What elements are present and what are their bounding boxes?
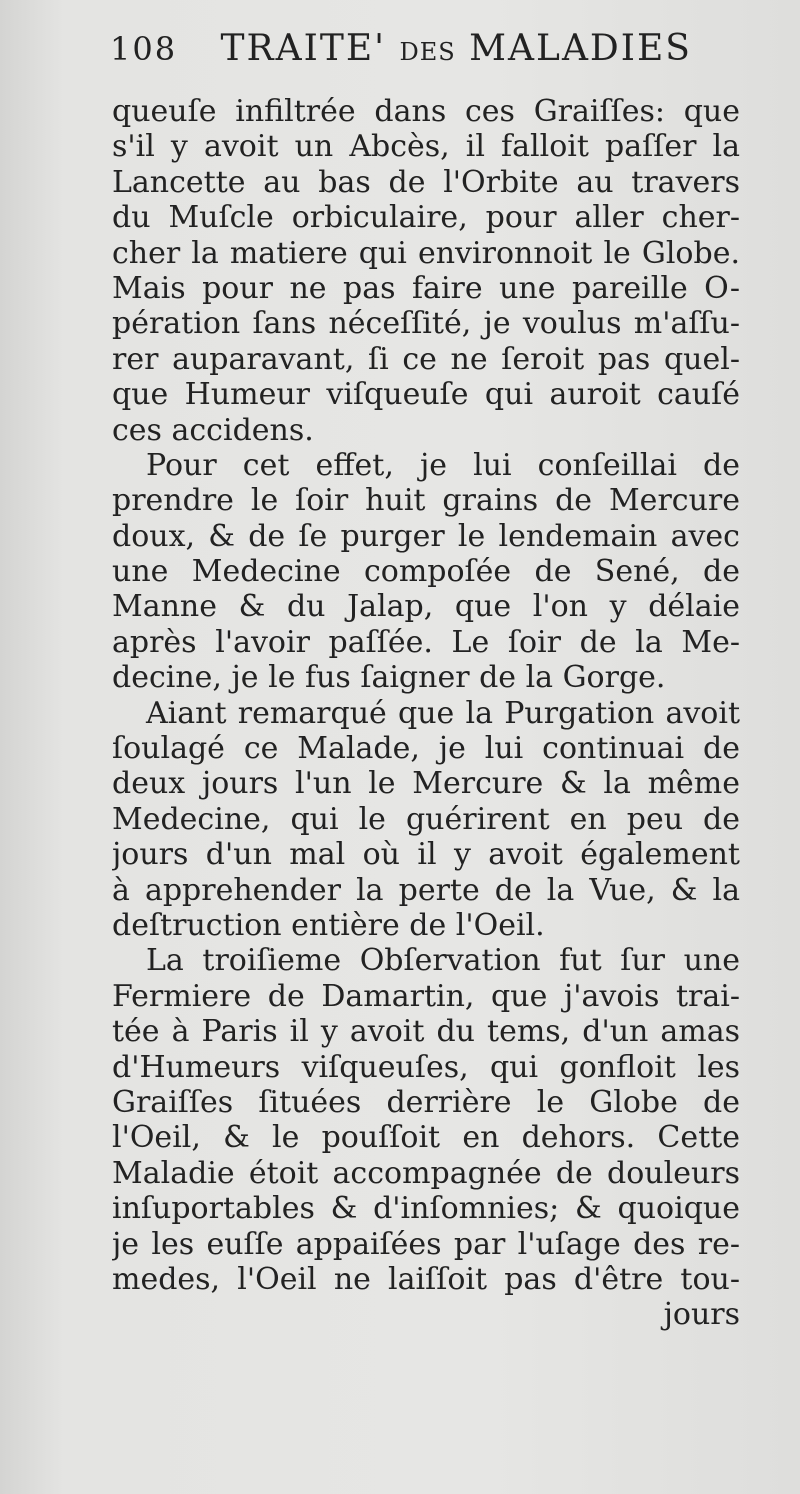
text-line: Mais pour ne pas faire une pareille O- xyxy=(112,270,740,306)
header-title-part2: DES xyxy=(399,38,456,66)
text-line: Manne & du Jalap, que l'on y délaie xyxy=(112,589,740,625)
text-line: s'il y avoit un Abcès, il falloit paſſer la xyxy=(112,129,740,165)
text-line: rer auparavant, ſi ce ne ſeroit pas quel- xyxy=(112,341,740,377)
text-line: à apprehender la perte de la Vue, & la xyxy=(112,872,740,908)
text-line: une Medecine compoſée de Sené, de xyxy=(112,554,740,590)
text-line: ces accidens. xyxy=(112,412,314,448)
text-line: jours d'un mal où il y avoit également xyxy=(112,837,740,873)
page-number: 108 xyxy=(110,30,178,68)
text-line: Medecine, qui le guérirent en peu de xyxy=(112,801,740,837)
text-line: je les euſſe appaiſées par l'uſage des re- xyxy=(112,1226,740,1262)
text-line: l'Oeil, & le pouſſoit en dehors. Cette xyxy=(112,1120,740,1156)
text-line: La troiſieme Obſervation fut ſur une xyxy=(146,943,740,979)
text-line: decine, je le fus ſaigner de la Gorge. xyxy=(112,660,666,696)
text-line: medes, l'Oeil ne laiſſoit pas d'être tou- xyxy=(112,1261,740,1297)
text-line: Aiant remarqué que la Purgation avoit xyxy=(146,695,740,731)
text-line: ſoulagé ce Malade, je lui continuai de xyxy=(112,731,740,767)
catchword: jours xyxy=(663,1297,740,1333)
header-title-part3: MALADIES xyxy=(469,28,692,69)
text-line: inſuportables & d'inſomnies; & quoique xyxy=(112,1191,740,1227)
text-line: pération ſans néceſſité, je voulus m'aſſu- xyxy=(112,306,740,342)
text-line: d'Humeurs viſqueuſes, qui gonfloit les xyxy=(112,1049,740,1085)
body-text xyxy=(112,94,740,1333)
text-line: cher la matiere qui environnoit le Globe. xyxy=(112,235,740,271)
text-line: Lancette au bas de l'Orbite au travers xyxy=(112,164,740,200)
running-header xyxy=(110,28,750,72)
text-line: doux, & de ſe purger le lendemain avec xyxy=(112,518,740,554)
text-line: Pour cet effet, je lui conſeillai de xyxy=(146,447,740,483)
text-line: que Humeur viſqueuſe qui auroit cauſé xyxy=(112,377,740,413)
text-line: deux jours l'un le Mercure & la même xyxy=(112,766,740,802)
text-line: après l'avoir paſſée. Le ſoir de la Me- xyxy=(112,624,740,660)
header-title-part1: TRAITE' xyxy=(220,28,387,69)
text-line: Graiſſes ſituées derrière le Globe de xyxy=(112,1084,740,1120)
text-line: deſtruction entière de l'Oeil. xyxy=(112,907,545,943)
text-line: queuſe infiltrée dans ces Graiſſes: que xyxy=(112,94,740,129)
text-line: du Muſcle orbiculaire, pour aller cher- xyxy=(112,200,740,236)
text-line: prendre le ſoir huit grains de Mercure xyxy=(112,483,740,519)
text-line: Maladie étoit accompagnée de douleurs xyxy=(112,1155,740,1191)
text-line: Fermiere de Damartin, que j'avois trai- xyxy=(112,978,740,1014)
text-line: tée à Paris il y avoit du tems, d'un amas xyxy=(112,1014,740,1050)
